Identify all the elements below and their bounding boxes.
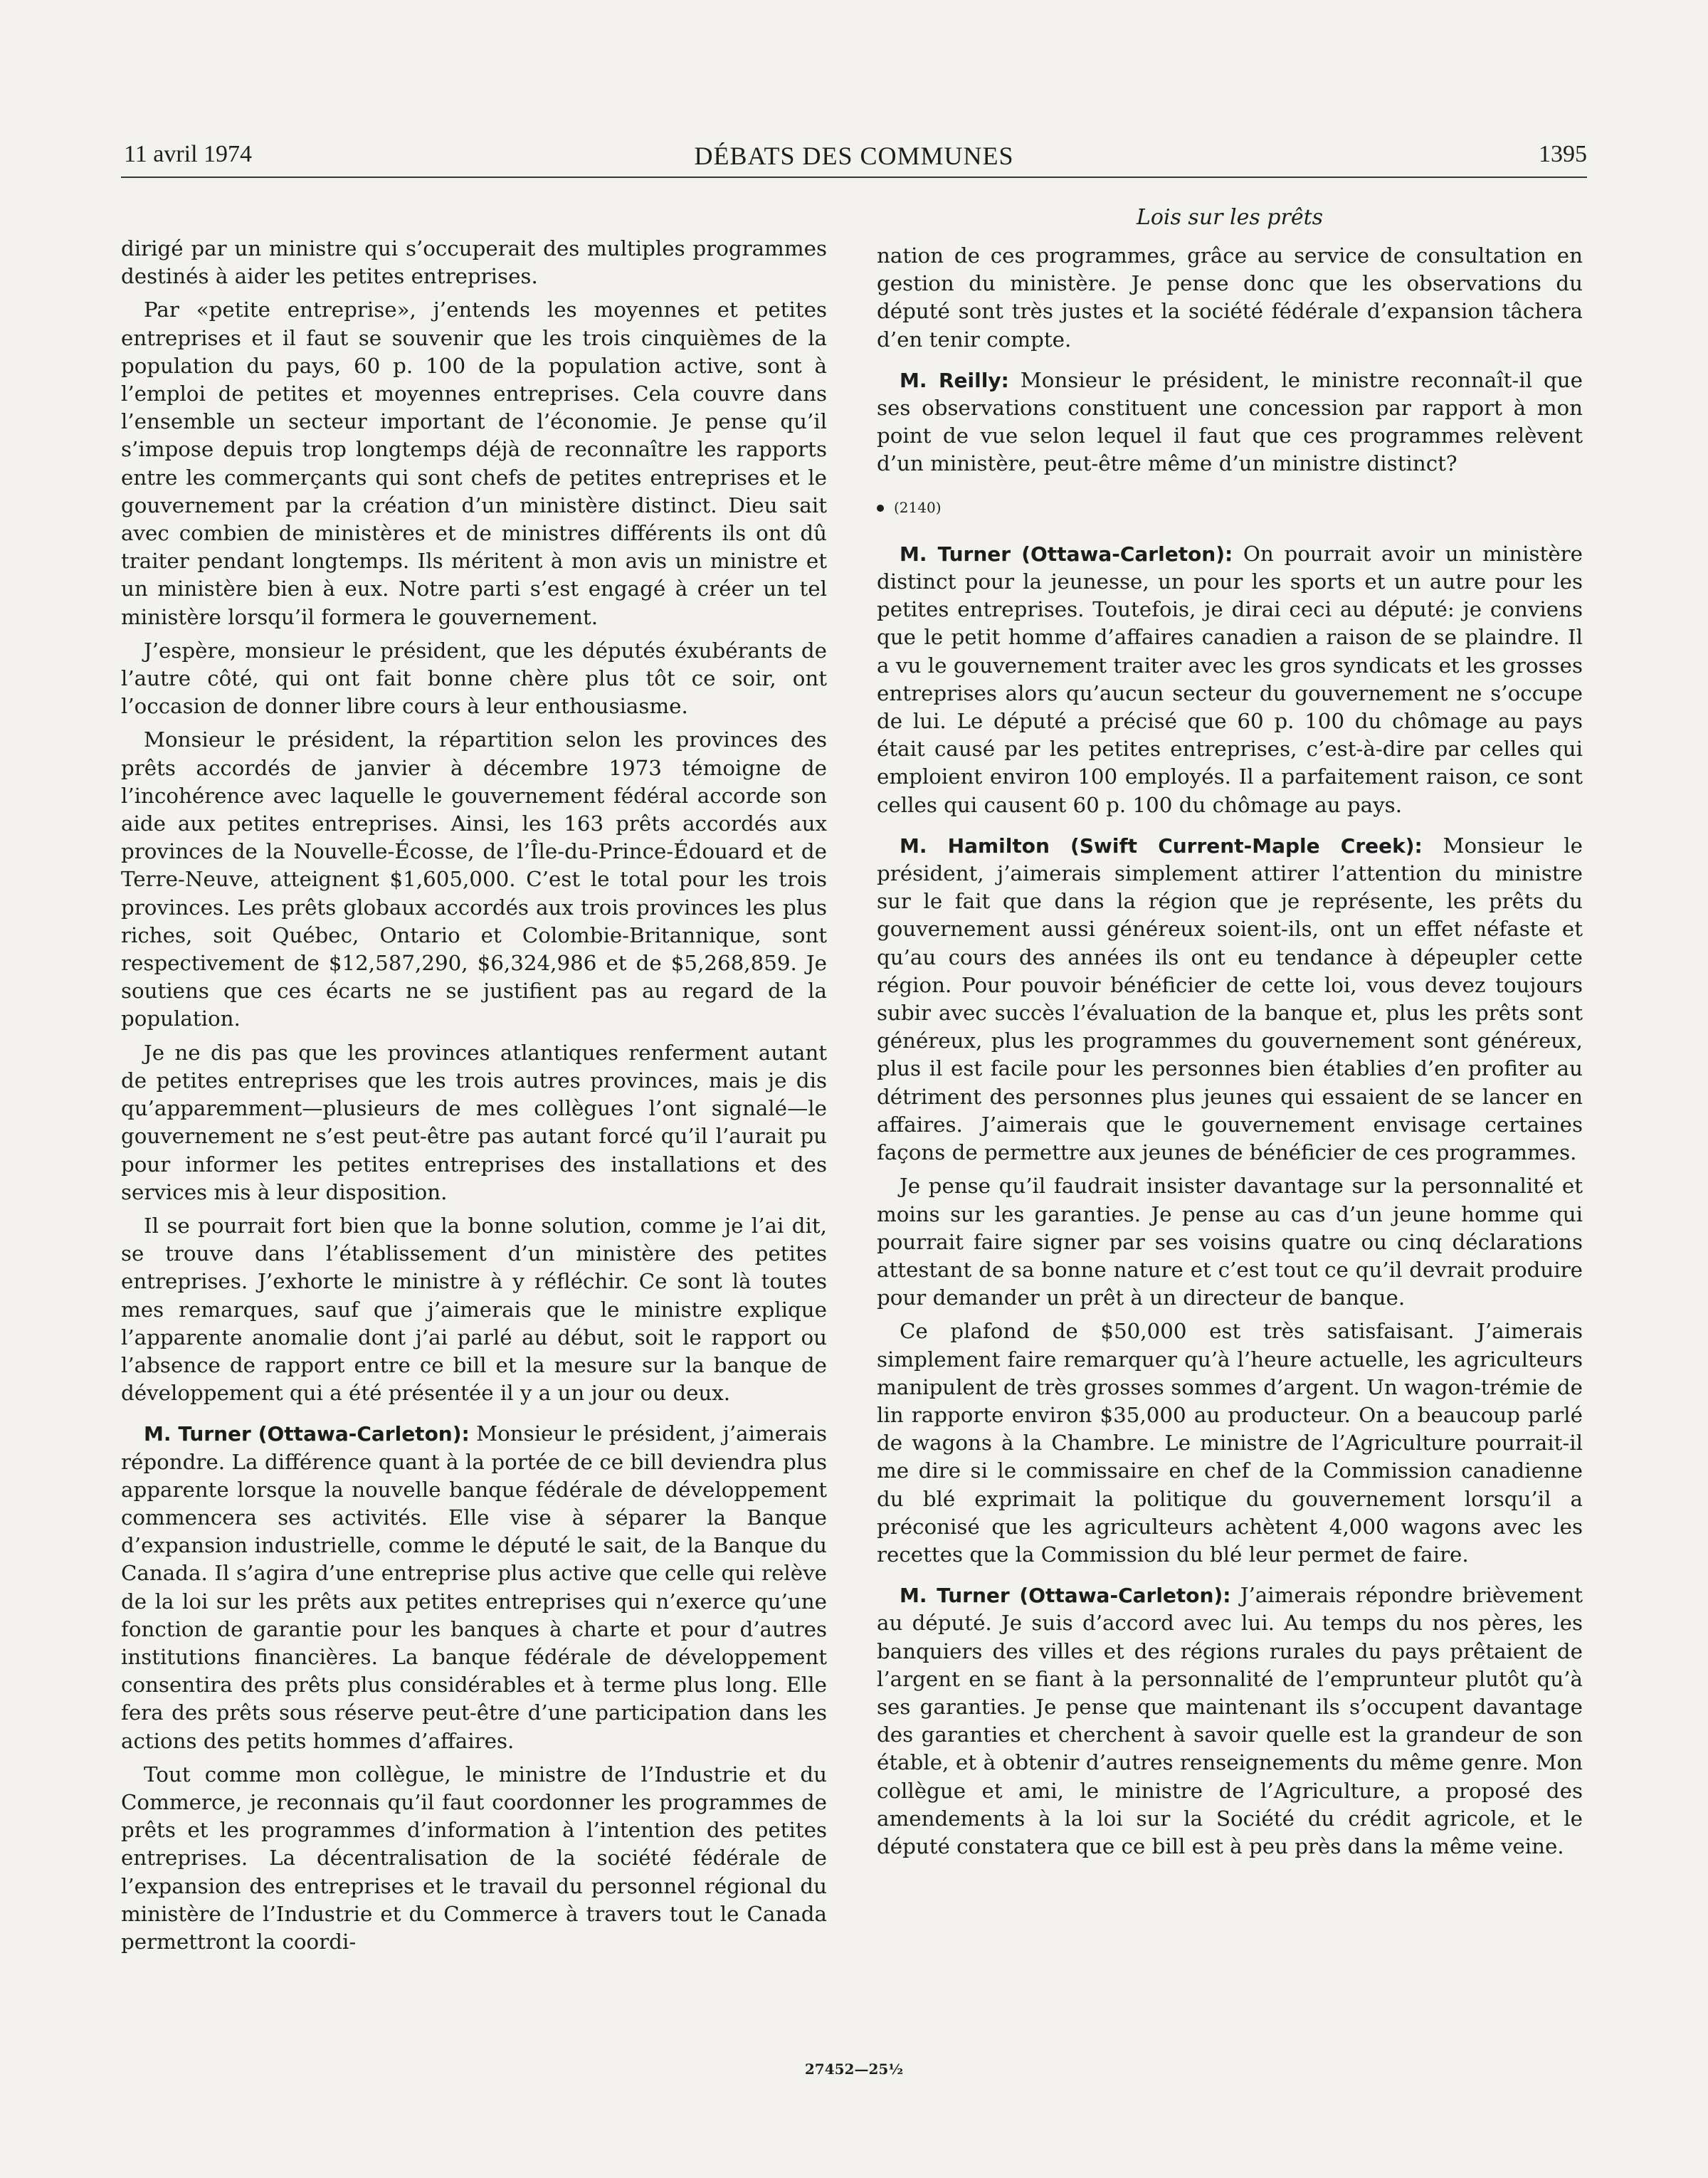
speaker-name: M. Turner (Ottawa-Carleton): (900, 1584, 1231, 1608)
footer-code: 27452—25½ (804, 2061, 904, 2078)
speaker-name: M. Turner (Ottawa-Carleton): (900, 542, 1233, 566)
right-column (877, 242, 1583, 1866)
speaker-name: M. Hamilton (Swift Current-Maple Creek): (900, 833, 1423, 858)
paragraph: J’espère, monsieur le président, que les députés éxubérants de l’autre côté, qui ont fait bonne chère plus tôt ce soir, ont l’occasion de donner libre cours à leur enthousiasme. (121, 638, 827, 719)
paragraph: Ce plafond de $50,000 est très satisfaisant. J’aimerais simplement faire remarquer qu’à l’heure actuelle, les agriculteurs manipulent de très grosses sommes d’argent. Un wagon-trémie de lin rapporte environ $35,000 au producteur. On a beaucoup parlé de wagons à la Chambre. Le ministre de l’Agriculture pourrait-il me dire si le commissaire en chef de la Commission canadienne du blé exprimait la politique du gouvernement lorsqu’il a préconisé que les agriculteurs achètent 4,000 wagons avec les recettes que la Commission du blé leur permet de faire. (877, 1319, 1583, 1567)
paragraph: Il se pourrait fort bien que la bonne solution, comme je l’ai dit, se trouve dans l’établissement d’un ministère des petites entreprises. J’exhorte le ministre à y réfléchir. Ce sont là toutes mes remarques, sauf que j’aimerais que le ministre explique l’apparente anomalie dont j’ai parlé au début, soit le rapport ou l’absence de rapport entre ce bill et la mesure sur la banque de développement qui a été présentée il y a un jour ou deux. (121, 1213, 827, 1406)
speech-paragraph (877, 367, 1583, 478)
left-column (121, 235, 827, 1962)
paragraph: Je pense qu’il faudrait insister davantage sur la personnalité et moins sur les garanties. Je pense au cas d’un jeune homme qui pourrait faire signer par ses voisins quatre ou cinq déclarations attestant de sa bonne nature et c’est tout ce qu’il devrait produire pour demander un prêt à un directeur de banque. (877, 1174, 1583, 1310)
speech-paragraph (877, 540, 1583, 819)
paragraph: Par «petite entreprise», j’entends les moyennes et petites entreprises et il faut se souvenir que les trois cinquièmes de la population du pays, 60 p. 100 de la population active, sont à l’emploi de petites et moyennes entreprises. Cela couvre dans l’ensemble un secteur important de l’économie. Je pense qu’il s’impose depuis trop longtemps déjà de reconnaître les rapports entre les commerçants qui sont chefs de petites entreprises et le gouvernement par la création d’un ministère distinct. Dieu sait avec combien de ministères et de ministres différents ils ont dû traiter pendant longtemps. Ils méritent à mon avis un ministre et un ministère bien à eux. Notre parti s’est engagé à créer un tel ministère lorsqu’il formera le gouvernement. (121, 298, 827, 629)
speech-text: Monsieur le président, j’aimerais répondre. La différence quant à la portée de ce bill deviendra plus apparente lorsque la nouvelle banque fédérale de développement commencera ses activités. Elle vise à séparer la Banque d’expansion industrielle, comme le député le sait, de la Banque du Canada. Il s’agira d’une entreprise plus active que celle qui relève de la loi sur les prêts aux petites entreprises qui n’exerce qu’une fonction de garantie pour les banques à charte et pour d’autres institutions financières. La banque fédérale de développement consentira des prêts plus considérables et à terme plus long. Elle fera des prêts sous réserve peut-être d’une participation dans les actions des petits hommes d’affaires. (121, 1421, 827, 1753)
speech-text: Monsieur le président, j’aimerais simplement attirer l’attention du ministre sur le fait que dans la région que je représente, les prêts du gouvernement aussi généreux soient-ils, ont un effet néfaste et qu’au cours des années ils ont eu tendance à dépeupler cette région. Pour pouvoir bénéficier de cette loi, vous devez toujours subir avec succès l’évaluation de la banque et, plus les prêts sont généreux, plus les programmes du gouvernement sont généreux, plus il est facile pour les personnes bien établies d’en profiter au détriment des personnes plus jeunes qui essaient de se lancer en affaires. J’aimerais que le gouvernement envisage certaines façons de permettre aux jeunes de bénéficier de ces programmes. (877, 833, 1583, 1165)
paragraph: nation de ces programmes, grâce au service de consultation en gestion du ministère. Je pense donc que les observations du député sont très justes et la société fédérale d’expansion tâchera d’en tenir compte. (877, 243, 1583, 352)
speaker-name: M. Turner (Ottawa-Carleton): (144, 1422, 470, 1446)
speech-paragraph (121, 1420, 827, 1754)
speech-text: J’aimerais répondre brièvement au député. Je suis d’accord avec lui. Au temps du nos pères, les banquiers des villes et des régions rurales du pays prêtaient de l’argent en se fiant à la personnalité de l’emprunteur plutôt qu’à ses garanties. Je pense que maintenant ils s’occupent davantage des garanties et cherchent à savoir quelle est la grandeur de son étable, et à obtenir d’autres renseignements du même genre. Mon collègue et ami, le ministre de l’Agriculture, a proposé des amendements à la loi sur la Société du crédit agricole, et le député constatera que ce bill est à peu près dans la même veine. (877, 1583, 1583, 1858)
page-number: 1395 (1539, 141, 1587, 167)
time-marker-text: (2140) (894, 498, 942, 516)
bullet-icon (877, 505, 884, 512)
time-marker (877, 494, 1583, 522)
header-title: DÉBATS DES COMMUNES (694, 142, 1014, 170)
paragraph: Monsieur le président, la répartition selon les provinces des prêts accordés de janvier à décembre 1973 témoigne de l’incohérence avec laquelle le gouvernement fédéral accorde son aide aux petites entreprises. Ainsi, les 163 prêts accordés aux provinces de la Nouvelle-Écosse, de l’Île-du-Prince-Édouard et de Terre-Neuve, atteignent $1,605,000. C’est le total pour les trois provinces. Les prêts globaux accordés aux trois provinces les plus riches, soit Québec, Ontario et Colombie-Britannique, sont respectivement de $12,587,290, $6,324,986 et de $5,268,859. Je soutiens que ces écarts ne se justifient pas au regard de la population. (121, 727, 827, 1031)
header-date: 11 avril 1974 (124, 141, 253, 167)
speech-text: On pourrait avoir un ministère distinct pour la jeunesse, un pour les sports et un autre pour les petites entreprises. Toutefois, je dirai ceci au député: je conviens que le petit homme d’affaires canadien a raison de se plaindre. Il a vu le gouvernement traiter avec les gros syndicats et les grosses entreprises alors qu’aucun secteur du gouvernement ne s’occupe de lui. Le député a précisé que 60 p. 100 du chômage au pays était causé par les petites entreprises, c’est-à-dire par celles qui emploient environ 100 employés. Il a parfaitement raison, ce sont celles qui causent 60 p. 100 du chômage au pays. (877, 541, 1583, 817)
running-head: Lois sur les prêts (1136, 205, 1324, 230)
paragraph: dirigé par un ministre qui s’occuperait des multiples programmes destinés à aider les petites entreprises. (121, 236, 827, 289)
paragraph: Je ne dis pas que les provinces atlantiques renferment autant de petites entreprises que les trois autres provinces, mais je dis qu’apparemment—plusieurs de mes collègues l’ont signalé—le gouvernement ne s’est peut-être pas autant forcé qu’il l’aurait pu pour informer les petites entreprises des installations et des services mis à leur disposition. (121, 1040, 827, 1204)
speech-paragraph (877, 832, 1583, 1167)
page-header (121, 141, 1587, 178)
speaker-name: M. Reilly: (900, 368, 1009, 392)
speech-paragraph (877, 1582, 1583, 1861)
paragraph: Tout comme mon collègue, le ministre de l’Industrie et du Commerce, je reconnais qu’il faut coordonner les programmes de prêts et les programmes d’information à l’intention des petites entreprises. La décentralisation de la société fédérale de l’expansion des entreprises et le travail du personnel régional du ministère de l’Industrie et du Commerce à travers tout le Canada permettront la coordi- (121, 1762, 827, 1954)
speech-text: Monsieur le président, le ministre reconnaît-il que ses observations constituent une concession par rapport à mon point de vue selon lequel il faut que ces programmes relèvent d’un ministère, peut-être même d’un ministre distinct? (877, 367, 1583, 476)
